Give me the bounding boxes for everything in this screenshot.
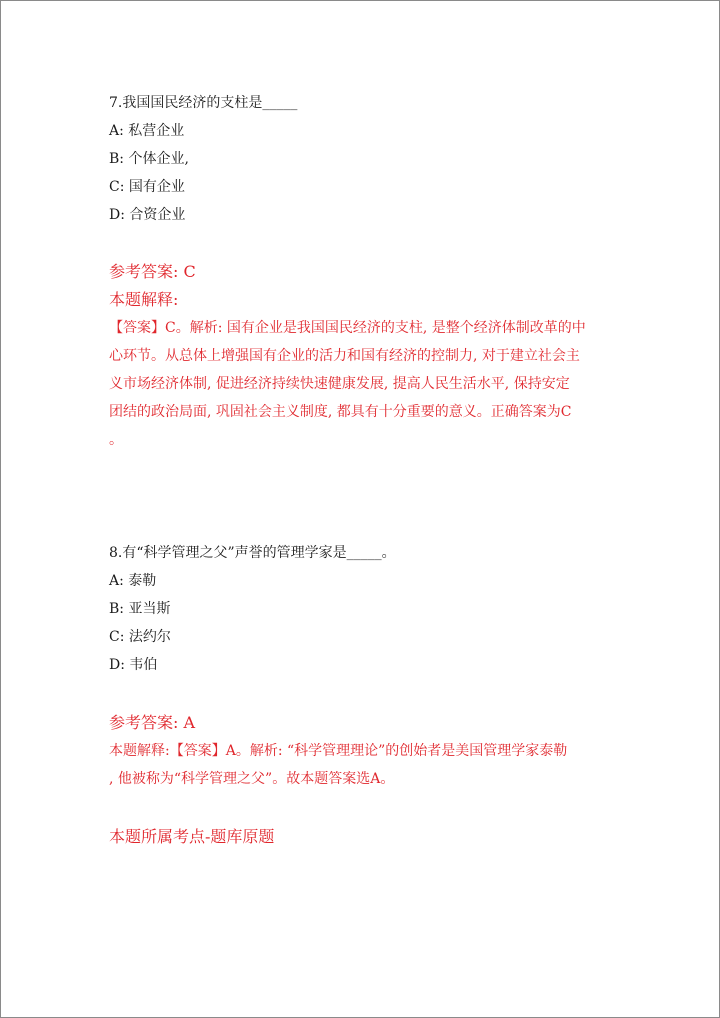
option-c: C: 国有企业 — [109, 179, 185, 195]
reference-answer: 参考答案: A — [109, 713, 196, 732]
explanation-text — [109, 737, 619, 793]
option-d: D: 合资企业 — [109, 207, 186, 223]
option-b: B: 亚当斯 — [109, 601, 171, 617]
option-b: B: 个体企业, — [109, 151, 189, 167]
explanation-label: 本题解释: — [109, 290, 179, 309]
option-a: A: 泰勒 — [109, 573, 157, 589]
question-7 — [109, 89, 619, 229]
topic-footer: 本题所属考点-题库原题 — [109, 827, 275, 846]
option-c: C: 法约尔 — [109, 629, 171, 645]
explanation-line: 团结的政治局面, 巩固社会主义制度, 都具有十分重要的意义。正确答案为C — [109, 404, 572, 420]
question-stem: 7.我国国民经济的支柱是_____ — [109, 95, 298, 111]
question-8 — [109, 539, 619, 679]
explanation-line: 心环节。从总体上增强国有企业的活力和国有经济的控制力, 对于建立社会主 — [109, 348, 580, 364]
question-stem: 8.有“科学管理之父”声誉的管理学家是_____。 — [109, 545, 396, 561]
answer-block-8 — [109, 709, 619, 793]
explanation-line: 义市场经济体制, 促进经济持续快速健康发展, 提高人民生活水平, 保持安定 — [109, 376, 570, 392]
option-d: D: 韦伯 — [109, 657, 158, 673]
reference-answer: 参考答案: C — [109, 262, 196, 281]
option-a: A: 私营企业 — [109, 123, 185, 139]
explanation-text — [109, 314, 619, 454]
explanation-line: , 他被称为“科学管理之父”。故本题答案选A。 — [109, 771, 395, 787]
explanation-line: 。 — [109, 432, 123, 448]
answer-block-7 — [109, 258, 619, 454]
explanation-line: 本题解释:【答案】A。解析: “科学管理理论”的创始者是美国管理学家泰勒 — [109, 743, 568, 759]
explanation-line: 【答案】C。解析: 国有企业是我国国民经济的支柱, 是整个经济体制改革的中 — [109, 320, 586, 336]
